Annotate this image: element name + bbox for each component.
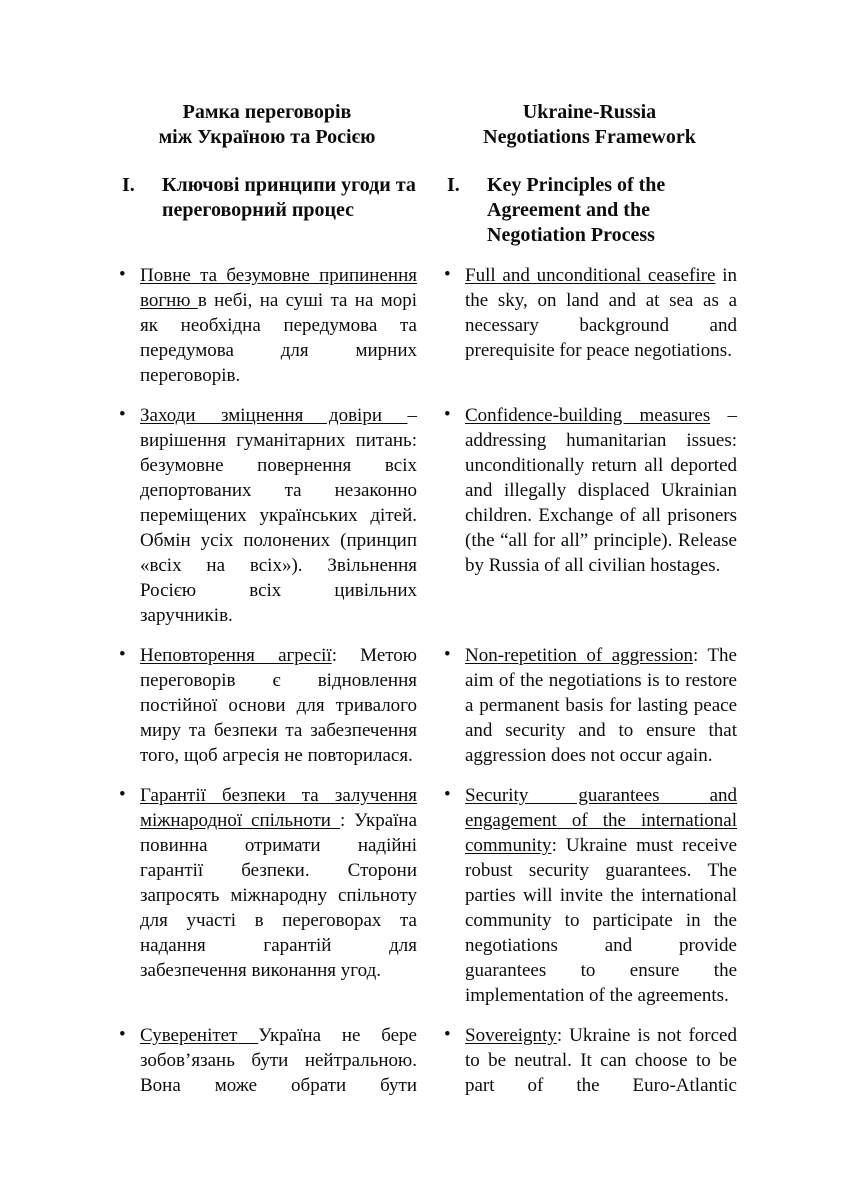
section-heading-uk xyxy=(117,173,417,248)
section-heading-en-text xyxy=(487,173,665,248)
bullet-icon: • xyxy=(119,784,126,805)
title-en xyxy=(442,100,737,158)
bullet-icon: • xyxy=(444,404,451,425)
bullet-icon: • xyxy=(119,1024,126,1045)
bullet-text: : The aim of the negotiations is to restore a permanent basis for lasting peace and security and to ensure that aggression does not occur again. xyxy=(465,645,737,766)
bullet-lead: Non-repetition of aggression xyxy=(465,645,693,666)
bullet-lead: Full and unconditional ceasefire xyxy=(465,265,716,286)
bullet-sovereignty-en xyxy=(442,1023,737,1098)
title-en-line-2: Negotiations Framework xyxy=(483,126,696,148)
bullet-text: : Метою переговорів є відновлення постійної основи для тривалого миру та безпеки та забезпечення того, щоб агресія не повторилася. xyxy=(140,645,417,766)
bullet-icon: • xyxy=(444,784,451,805)
bullet-ceasefire-en xyxy=(442,263,737,388)
section-heading-en-line-1: Key Principles of the xyxy=(487,174,666,196)
section-heading-uk-text xyxy=(162,173,416,248)
bullet-icon: • xyxy=(444,644,451,665)
title-uk-line-1: Рамка переговорів xyxy=(182,101,352,123)
title-en-line-1: Ukraine-Russia xyxy=(522,101,657,123)
bullet-lead: Гарантії безпеки та залучення міжнародної спільноти xyxy=(140,785,417,831)
bullet-confidence-uk xyxy=(117,403,417,628)
bullet-icon: • xyxy=(119,644,126,665)
section-heading-uk-line-2: переговорний процес xyxy=(162,199,355,221)
bullet-icon: • xyxy=(119,264,126,285)
two-column-layout xyxy=(117,100,743,1098)
section-heading-uk-line-1: Ключові принципи угоди та xyxy=(162,174,416,196)
bullet-lead: Security guarantees and engagement of the international community xyxy=(465,785,737,856)
section-heading-en xyxy=(442,173,737,248)
bullet-ceasefire-uk xyxy=(117,263,417,388)
bullet-sovereignty-uk xyxy=(117,1023,417,1098)
bullet-nonrepetition-uk xyxy=(117,643,417,768)
title-uk-line-2: між Україною та Росією xyxy=(158,126,376,148)
bullet-lead: Суверенітет xyxy=(140,1025,259,1046)
bullet-text: : Ukraine is not forced to be neutral. It can choose to be part of the Euro-Atlantic xyxy=(465,1025,737,1096)
bullet-text: Україна не бере зобов’язань бути нейтральною. Вона може обрати бути xyxy=(140,1025,417,1096)
section-number-en: I. xyxy=(447,174,460,196)
bullet-security-en xyxy=(442,783,737,1008)
bullet-lead: Sovereignty xyxy=(465,1025,557,1046)
bullet-text: – вирішення гуманітарних питань: безумовне повернення всіх депортованих та незаконно переміщених українських дітей. Обмін усіх полонених (принцип «всіх на всіх»). Звільнення Росією всіх цивільних заручників. xyxy=(140,405,417,626)
bullet-lead: Confidence-building measures xyxy=(465,405,711,426)
bullet-security-uk xyxy=(117,783,417,1008)
bullet-nonrepetition-en xyxy=(442,643,737,768)
section-heading-en-line-3: Negotiation Process xyxy=(487,224,655,246)
bullet-icon: • xyxy=(444,1024,451,1045)
bullet-icon: • xyxy=(444,264,451,285)
bullet-lead: Неповторення агресії xyxy=(140,645,332,666)
bullet-lead: Заходи зміцнення довіри xyxy=(140,405,408,426)
title-uk xyxy=(117,100,417,158)
bullet-icon: • xyxy=(119,404,126,425)
bullet-text: : Ukraine must receive robust security guarantees. The parties will invite the international community to participate in the negotiations and provide guarantees to ensure the implementation of the agreements. xyxy=(465,835,737,1006)
section-heading-en-line-2: Agreement and the xyxy=(487,199,650,221)
section-number-uk: I. xyxy=(122,174,135,196)
bullet-text: : Україна повинна отримати надійні гарантії безпеки. Сторони запросять міжнародну спільноту для участі в переговорах та надання гарантій для забезпечення виконання угод. xyxy=(140,810,418,981)
bullet-text: in the sky, on land and at sea as a necessary background and prerequisite for peace negotiations. xyxy=(465,265,737,361)
bullet-text: в небі, на суші та на морі як необхідна передумова та передумова для мирних переговорів. xyxy=(140,290,417,386)
bullet-text: – addressing humanitarian issues: unconditionally return all deported and illegally displaced Ukrainian children. Exchange of all prisoners (the “all for all” principle). Release by Russia of all civilian hostages. xyxy=(465,405,737,576)
bullet-confidence-en xyxy=(442,403,737,628)
bullet-lead: Повне та безумовне припинення вогню xyxy=(140,265,417,311)
